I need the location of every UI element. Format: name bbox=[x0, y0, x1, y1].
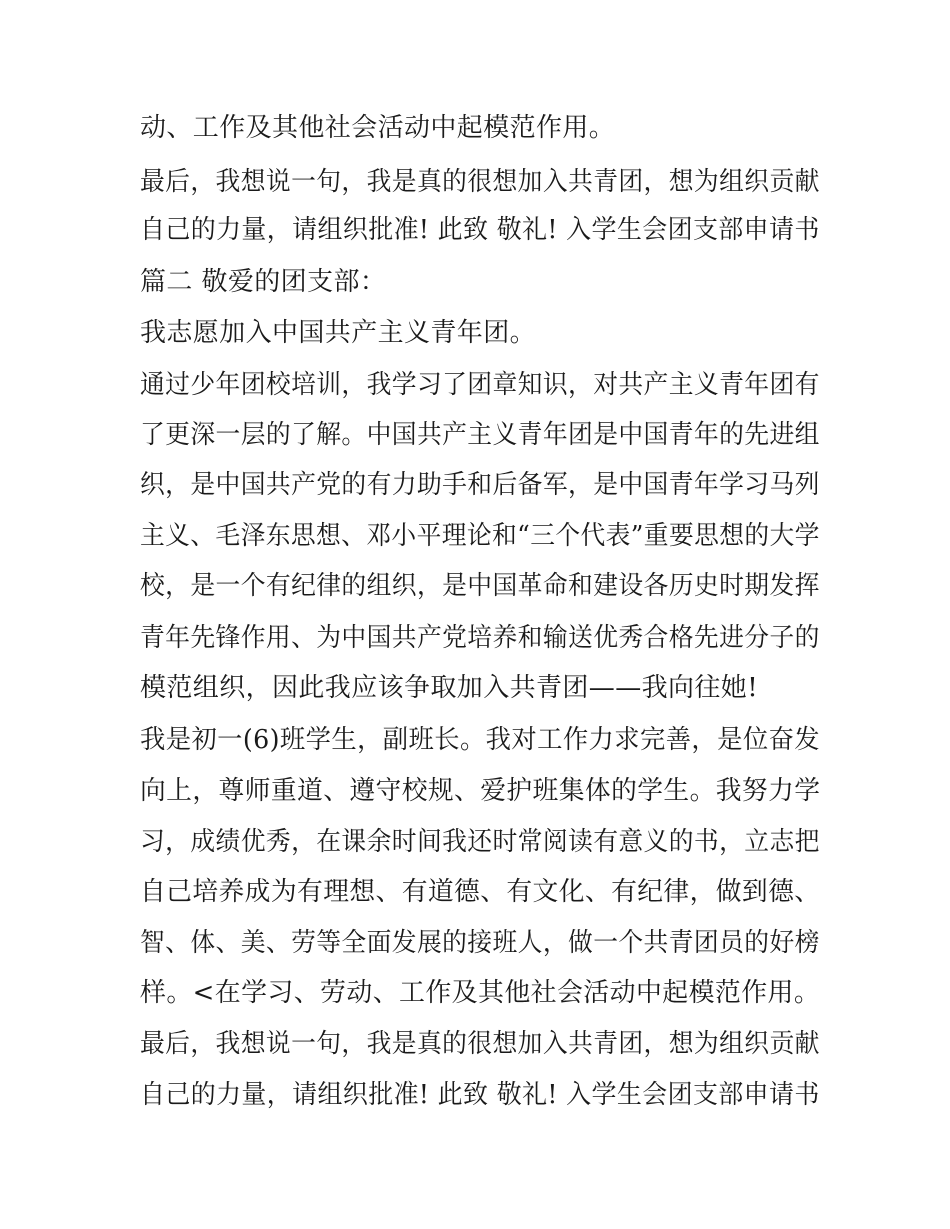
text-line: 动、工作及其他社会活动中起模范作用。 bbox=[140, 113, 616, 143]
text-line: 织，是中国共产党的有力助手和后备军，是中国青年学习马列 bbox=[140, 470, 820, 500]
text-line: 我是初一(6)班学生，副班长。我对工作力求完善，是位奋发 bbox=[140, 725, 821, 755]
text-line: 智、体、美、劳等全面发展的接班人，做一个共青团员的好榜 bbox=[140, 928, 820, 958]
text-line: 自己的力量，请组织批准! 此致 敬礼! 入学生会团支部申请书 bbox=[140, 215, 820, 245]
text-line: 模范组织，因此我应该争取加入共青团——我向往她! bbox=[140, 673, 759, 703]
text-line: 自己培养成为有理想、有道德、有文化、有纪律，做到德、 bbox=[140, 877, 821, 907]
text-line: 通过少年团校培训，我学习了团章知识，对共产主义青年团有 bbox=[140, 370, 820, 400]
text-line: 最后，我想说一句，我是真的很想加入共青团，想为组织贡献 bbox=[140, 167, 820, 197]
text-line: 主义、毛泽东思想、邓小平理论和“三个代表”重要思想的大学 bbox=[140, 521, 820, 551]
text-line: 篇二 敬爱的团支部： bbox=[140, 267, 387, 297]
text-line: 校，是一个有纪律的组织，是中国革命和建设各历史时期发挥 bbox=[140, 571, 820, 601]
text-line: 了更深一层的了解。中国共产主义青年团是中国青年的先进组 bbox=[140, 420, 820, 450]
text-line: 向上，尊师重道、遵守校规、爱护班集体的学生。我努力学 bbox=[140, 776, 821, 806]
text-line: 习，成绩优秀，在课余时间我还时常阅读有意义的书，立志把 bbox=[140, 827, 820, 857]
text-line: 最后，我想说一句，我是真的很想加入共青团，想为组织贡献 bbox=[140, 1029, 820, 1059]
text-line: 样。<在学习、劳动、工作及其他社会活动中起模范作用。 bbox=[140, 978, 821, 1008]
text-line: 自己的力量，请组织批准! 此致 敬礼! 入学生会团支部申请书 bbox=[140, 1080, 820, 1110]
text-line: 青年先锋作用、为中国共产党培养和输送优秀合格先进分子的 bbox=[140, 623, 820, 653]
text-line: 我志愿加入中国共产主义青年团。 bbox=[140, 318, 537, 348]
